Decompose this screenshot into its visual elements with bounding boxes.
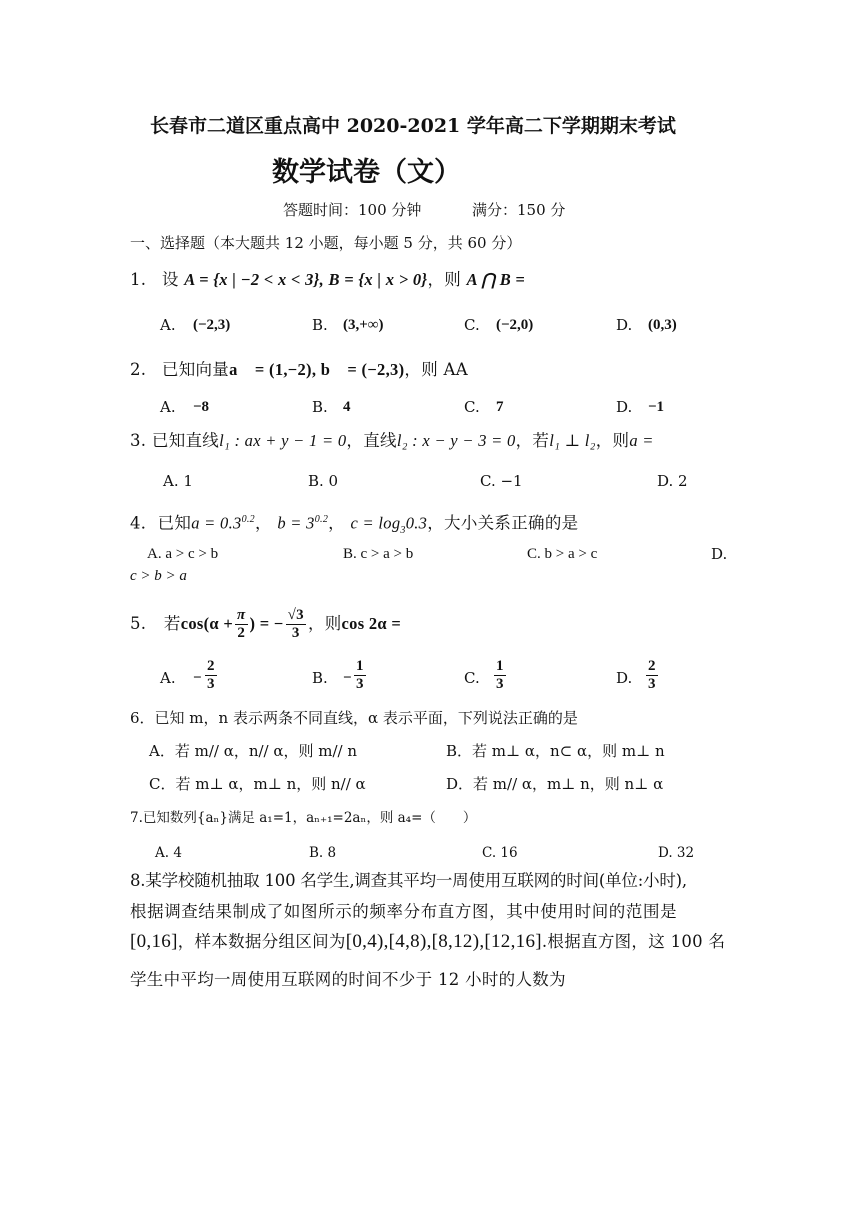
question-4: 4．已知$a = 0.3^{0.2}$， $b = 3^{0.2}$， $c = \log_30.3$，大小关系正确的是 (130, 513, 579, 536)
question-5 (130, 606, 401, 642)
math-exponent: 0.2 (241, 514, 255, 525)
option-label: B. (312, 669, 328, 687)
question-text: 已知向量 (161, 360, 230, 379)
question-text: .根据直方图，这 100 名 (541, 932, 726, 951)
question-6: 6．已知 m，n 表示两条不同直线，α 表示平面，下列说法正确的是 (130, 709, 578, 727)
option-label: D. (616, 316, 633, 334)
option-d: D. 2 (657, 472, 688, 490)
question-number: 1. (130, 270, 147, 289)
math-exponent: 0.2 (314, 514, 329, 525)
option-label: D. (616, 398, 633, 416)
question-text: 4．已知 (130, 513, 192, 533)
math-expression: cos 2α = (341, 614, 402, 633)
option-value: (−2,3) (193, 317, 231, 333)
option-label: B. (312, 316, 328, 334)
option-value: $\frac{1}{3}$ (496, 658, 504, 692)
option-label: A. (160, 316, 176, 334)
option-b: B．若 m⊥ α，n⊂ α，则 m⊥ n (446, 742, 665, 760)
option-label: C. (464, 398, 480, 416)
option-value: $\frac{2}{3}$ (648, 658, 656, 692)
option-b: B. 8 (309, 845, 337, 861)
question-text: ，大小关系正确的是 (427, 513, 579, 533)
question-2 (130, 360, 468, 380)
option-c: C. b > a > c (527, 546, 598, 562)
math-expression: cos(α + (180, 614, 234, 633)
option-a: A. 4 (155, 845, 182, 861)
question-text: ，则 (595, 431, 630, 450)
option-label: B. (312, 398, 328, 416)
math-interval: [0,16] (130, 931, 178, 952)
option-d: D. (711, 545, 728, 563)
option-sign: − (343, 670, 352, 686)
question-text: 设 (161, 270, 179, 289)
option-value: 4 (343, 399, 351, 415)
option-value: $\frac{2}{3}$ (207, 658, 215, 692)
question-text: ，直线 (346, 431, 397, 450)
question-7: 7.已知数列{aₙ}满足 a₁=1，aₙ₊₁=2aₙ，则 a₄=（ ） (130, 810, 477, 826)
option-d-value: c > b > a (130, 568, 187, 584)
question-8-line-3 (130, 932, 725, 952)
question-8-line-4: 学生中平均一周使用互联网的时间不少于 12 小时的人数为 (130, 970, 566, 989)
option-value: −1 (648, 399, 665, 415)
question-8-line-1: 8.某学校随机抽取 100 名学生,调查其平均一周使用互联网的时间(单位:小时), (130, 871, 687, 890)
option-a: A．若 m// α，n// α，则 m// n (149, 742, 358, 760)
option-c: C. 16 (482, 845, 518, 861)
option-c: C．若 m⊥ α，m⊥ n，则 n// α (149, 775, 366, 793)
math-expression: c = log (350, 513, 401, 533)
option-value: (0,3) (648, 317, 677, 333)
option-d: D. 32 (658, 845, 695, 861)
math-expression: a = (629, 431, 654, 450)
option-sign: − (193, 670, 202, 686)
exam-time: 答题时间：100 分钟 (283, 201, 422, 219)
question-1 (130, 270, 525, 290)
option-value: (−2,0) (496, 317, 534, 333)
option-label: A. (160, 669, 176, 687)
fraction-pi-over-2: $\frac{\pi}{2}$ (237, 607, 246, 641)
option-b: B. 0 (308, 472, 339, 490)
math-subscript: 3 (400, 524, 406, 536)
option-a: A. a > c > b (147, 546, 219, 562)
question-text: 若 (163, 614, 181, 633)
math-expression: A ⋂ B = (466, 270, 526, 289)
option-b: B. c > a > b (343, 546, 414, 562)
option-label: A. (160, 398, 176, 416)
option-value: 7 (496, 399, 504, 415)
option-label: D. (616, 669, 633, 687)
question-text: ，则 (427, 270, 462, 289)
question-3 (130, 431, 654, 451)
option-value: $\frac{1}{3}$ (356, 658, 364, 692)
exam-title: 长春市二道区重点高中 2020-2021 学年高二下学期期末考试 (150, 115, 676, 137)
option-value: −8 (193, 399, 210, 415)
option-d: D．若 m// α，m⊥ n，则 n⊥ α (446, 775, 664, 793)
math-expression: b = 3 (277, 513, 315, 533)
math-expression: a = 0.3 (191, 513, 242, 533)
question-text: ，则 AA (404, 360, 468, 379)
math-intervals: [0,4),[4,8),[8,12),[12,16] (345, 931, 542, 952)
question-text: 3. 已知直线 (130, 431, 220, 450)
option-value: (3,+∞) (343, 317, 384, 333)
math-expression: a⃗ = (1,−2), b⃗ = (−2,3) (229, 360, 405, 379)
option-label: C. (464, 316, 480, 334)
full-score: 满分：150 分 (472, 201, 566, 219)
math-expression: l₁ : ax + y − 1 = 0 (219, 431, 347, 450)
fraction-sqrt3-over-3: $\frac{√3}{3}$ (287, 607, 304, 641)
math-expression: 0.3 (405, 513, 428, 533)
question-number: 5. (130, 614, 147, 633)
question-text: ，若 (515, 431, 550, 450)
option-a: A. 1 (163, 472, 193, 490)
question-text: ，样本数据分组区间为 (177, 932, 346, 951)
question-text: ，则 (307, 614, 342, 633)
exam-subtitle: 数学试卷（文） (272, 157, 461, 188)
math-expression: A = {x | −2 < x < 3}, B = {x | x > 0} (184, 270, 428, 289)
question-number: 2. (130, 360, 147, 379)
question-8-line-2: 根据调查结果制成了如图所示的频率分布直方图，其中使用时间的范围是 (130, 902, 678, 921)
math-expression: l₂ : x − y − 3 = 0 (396, 431, 516, 450)
math-expression: l₁ ⊥ l₂ (549, 431, 596, 450)
option-label: C. (464, 669, 480, 687)
option-c: C. −1 (480, 472, 523, 490)
math-expression: ) = − (249, 614, 284, 633)
section-heading: 一、选择题（本大题共 12 小题，每小题 5 分，共 60 分） (130, 234, 522, 252)
